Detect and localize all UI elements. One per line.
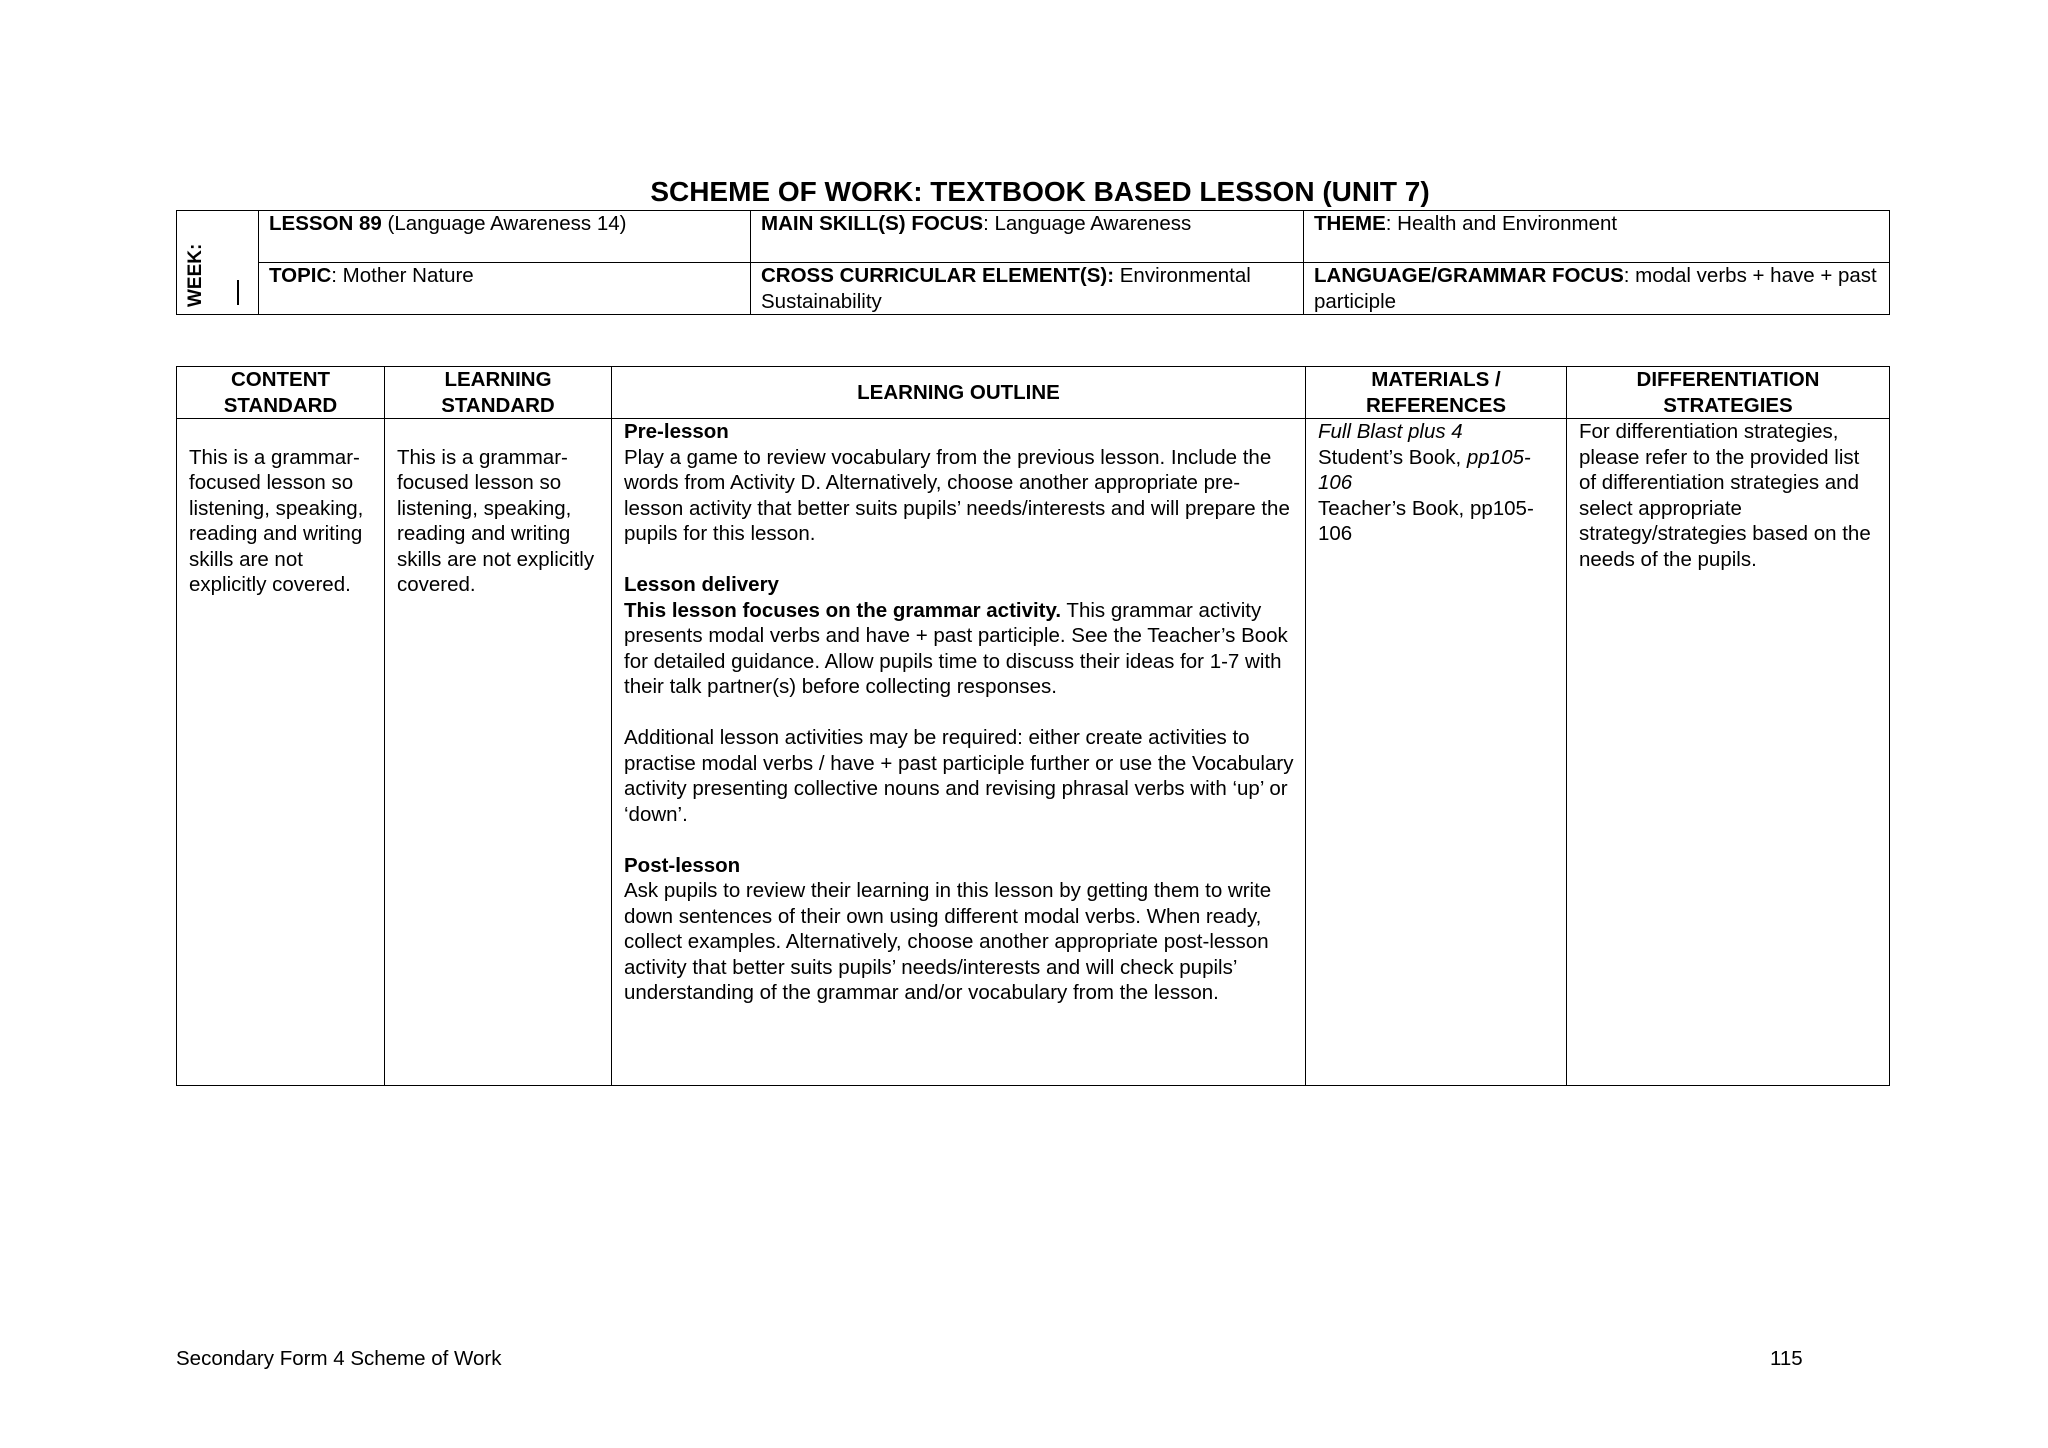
lesson-plan-table — [176, 366, 1890, 1086]
footer-document-title: Secondary Form 4 Scheme of Work — [176, 1347, 502, 1370]
differentiation-cell — [1567, 419, 1890, 1086]
theme-cell: THEME: Health and Environment — [1304, 211, 1890, 263]
students-book-ref: Student’s Book, pp105-106 — [1318, 445, 1531, 494]
language-focus-cell: LANGUAGE/GRAMMAR FOCUS: modal verbs + have + past participle — [1304, 263, 1890, 315]
week-cell — [177, 211, 259, 315]
pre-lesson-text: Play a game to review vocabulary from the previous lesson. Include the words from Activity D. Alternatively, choose another appropriate pre-lesson activity that better suits pupils’ needs/interests and will prepare the pupils for this lesson. — [624, 445, 1290, 545]
learning-standard-text: This is a grammar-focused lesson so listening, speaking, reading and writing skills are not explicitly covered. — [397, 445, 595, 596]
col-header-content-standard: CONTENT STANDARD — [177, 367, 385, 419]
main-skill-cell: MAIN SKILL(S) FOCUS: Language Awareness — [751, 211, 1304, 263]
col-header-learning-standard: LEARNING STANDARD — [385, 367, 612, 419]
week-blank — [237, 280, 239, 305]
teachers-book-ref: Teacher’s Book, pp105-106 — [1318, 496, 1534, 545]
learning-outline-cell — [612, 419, 1306, 1086]
additional-activities-text: Additional lesson activities may be required: either create activities to practise modal verbs / have + past participle further or use the Vocabulary activity presenting collective nouns and revising phrasal verbs with ‘up’ or ‘down’. — [624, 726, 1294, 826]
page-number: 115 — [1770, 1347, 1803, 1370]
cross-curricular-cell: CROSS CURRICULAR ELEMENT(S): Environmental Sustainability — [751, 263, 1304, 315]
col-header-materials: MATERIALS / REFERENCES — [1306, 367, 1567, 419]
book-title: Full Blast plus 4 — [1318, 420, 1463, 443]
differentiation-text: For differentiation strategies, please refer to the provided list of differentiation strategies and select appropriate strategy/strategies based on the needs of the pupils. — [1579, 420, 1871, 571]
col-header-differentiation: DIFFERENTIATION STRATEGIES — [1567, 367, 1890, 419]
content-standard-cell — [177, 419, 385, 1086]
lesson-delivery-text: This lesson focuses on the grammar activity. This grammar activity presents modal verbs and have + past participle. See the Teacher’s Book for detailed guidance. Allow pupils time to discuss their ideas for 1-7 with their talk partner(s) before collecting responses. — [624, 598, 1288, 698]
lesson-cell: LESSON 89 (Language Awareness 14) — [259, 211, 751, 263]
learning-standard-cell — [385, 419, 612, 1086]
topic-cell: TOPIC: Mother Nature — [259, 263, 751, 315]
post-lesson-text: Ask pupils to review their learning in this lesson by getting them to write down sentences of their own using different modal verbs. When ready, collect examples. Alternatively, choose another appropriate post-lesson activity that better suits pupils’ needs/interests and will check pupils’ understanding of the grammar and/or vocabulary from the lesson. — [624, 879, 1272, 1004]
week-label: WEEK: — [185, 243, 206, 307]
col-header-learning-outline: LEARNING OUTLINE — [612, 367, 1306, 419]
content-standard-text: This is a grammar-focused lesson so listening, speaking, reading and writing skills are not explicitly covered. — [189, 445, 364, 596]
lesson-header-table — [176, 210, 1890, 315]
pre-lesson-heading: Pre-lesson — [624, 420, 729, 443]
post-lesson-heading: Post-lesson — [624, 853, 741, 877]
lesson-delivery-heading: Lesson delivery — [624, 573, 779, 596]
page-title: SCHEME OF WORK: TEXTBOOK BASED LESSON (UNIT 7) — [650, 176, 1430, 207]
materials-cell — [1306, 419, 1567, 1086]
